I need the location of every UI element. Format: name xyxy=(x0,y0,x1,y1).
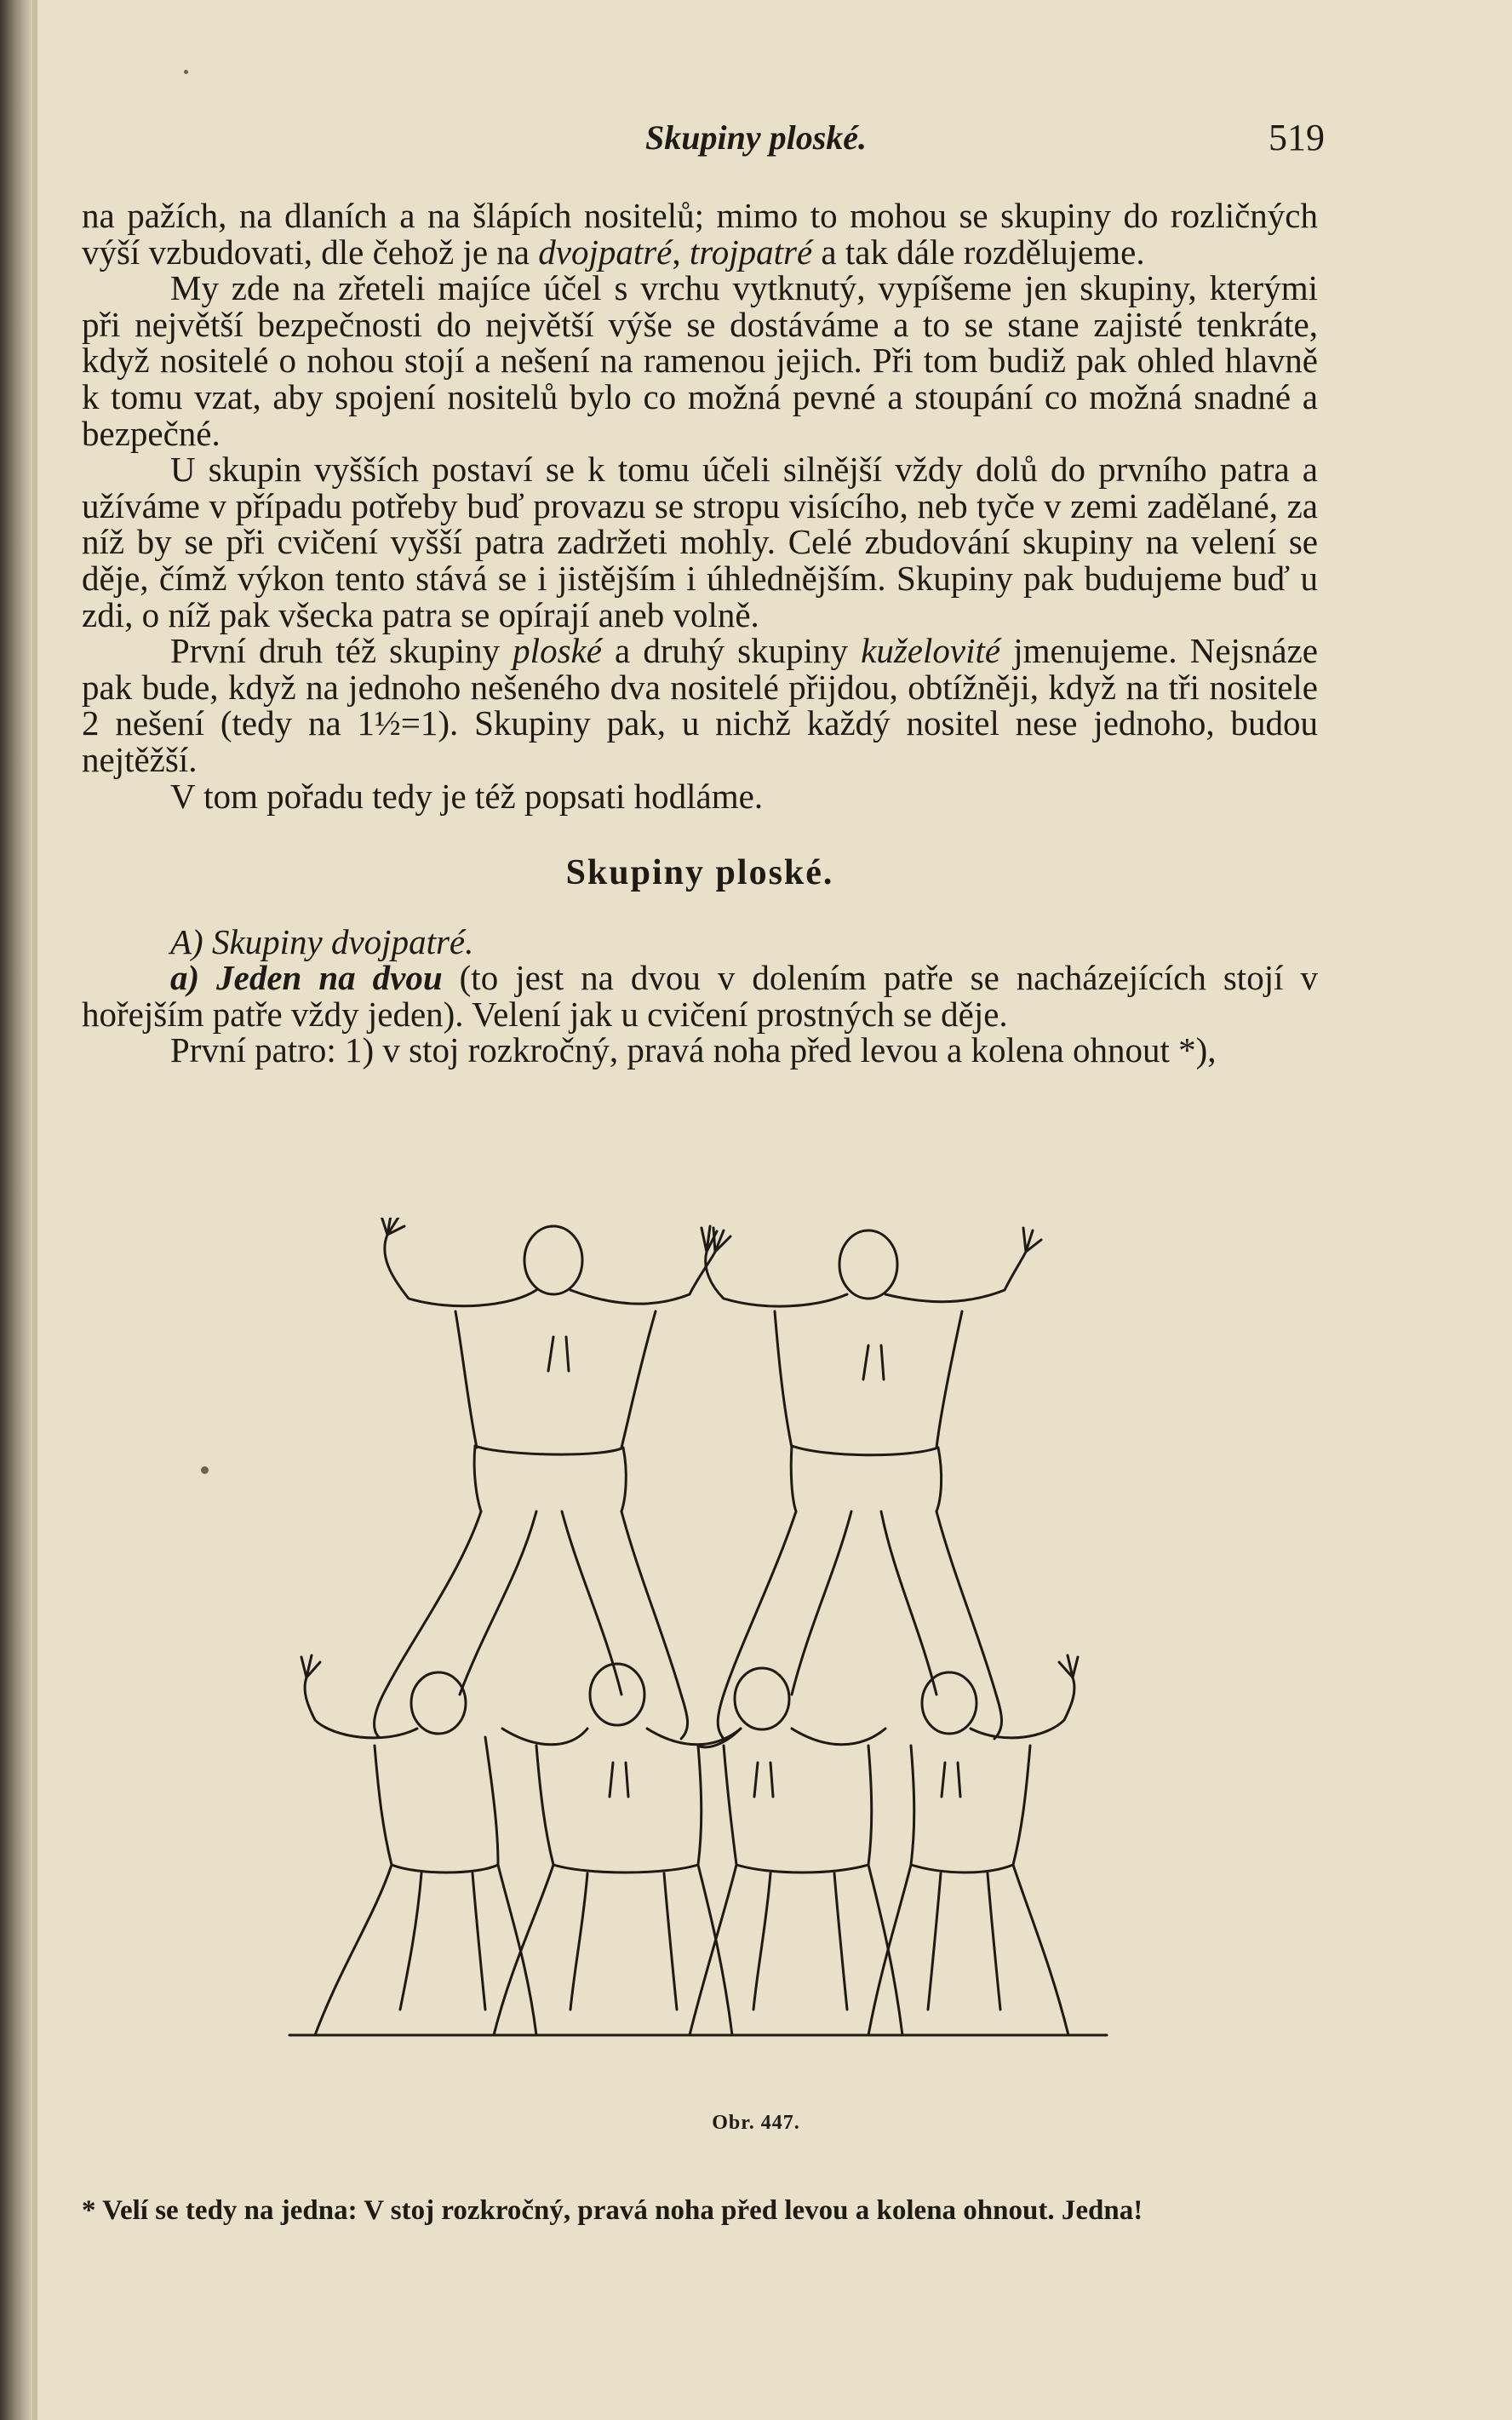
subsection-a-label: a) Jeden na dvou xyxy=(170,958,443,998)
page-number: 519 xyxy=(1269,117,1325,158)
text-run: V tom pořadu tedy je též popsati hodláme. xyxy=(170,776,764,816)
running-title: Skupiny ploské. xyxy=(644,118,868,157)
text-run: na pažích, na dlaních a na šlápích nositelů; mimo to mohou se skupiny do rozličných výší vzbudovati, dle čehož je na xyxy=(82,196,1318,272)
italic-term: dvojpatré xyxy=(538,232,673,272)
top-figure-right xyxy=(702,1226,1041,1739)
body-paragraph xyxy=(82,778,1318,815)
text-run: My zde na zřeteli majíce účel s vrchu vytknutý, vypíšeme jen skupiny, kterými při největší bezpečnosti do největší výše se dostáváme a to se stane zajisté tenkráte, když nositelé o nohou stojí a nešení na ramenou jejich. Při tom budiž pak ohled hlavně k tomu vzat, aby spojení nositelů bylo co možná pevné a stoupání co možná snadné a bezpečné. xyxy=(82,268,1318,453)
italic-term: kuželovité xyxy=(861,631,1001,671)
first-floor-line: První patro: 1) v stoj rozkročný, pravá noha před levou a kolena ohnout *), xyxy=(170,1030,1217,1070)
text-run: jmenujeme. Nejsnáze pak bude, když na jednoho nešeného dva nositelé přijdou, obtížněji, když na tři nositele 2 nešení (tedy na 1½=1). Skupiny pak, u nichž každý nositel nese jednoho, budou nejtěžší. xyxy=(82,631,1318,779)
footnote: * Velí se tedy na jedna: V stoj rozkročný, pravá noha před levou a kolena ohnout. Jedna! xyxy=(82,2195,1143,2226)
text-run: První druh též skupiny xyxy=(170,631,513,671)
text-run: a druhý skupiny xyxy=(601,631,862,671)
top-figure-left xyxy=(375,1218,730,1739)
figure-caption: Obr. 447. xyxy=(712,2112,800,2134)
section-heading: Skupiny ploské. xyxy=(565,853,834,893)
subsection-a-text: (to jest na dvou v dolením patře se nacházejících stojí v hořejším patře vždy jeden). Velení jak u cvičení prostných se děje. xyxy=(82,958,1318,1034)
body-paragraph xyxy=(82,198,1318,270)
subsection-a-paragraph xyxy=(82,960,1318,1032)
italic-term: ploské xyxy=(513,631,602,671)
paragraph-list xyxy=(82,198,1318,814)
body-paragraph xyxy=(82,451,1318,633)
paper-speck xyxy=(184,70,188,74)
text-run: U skupin vyšších postaví se k tomu účeli silnější vždy dolů do prvního patra a užíváme v případu potřeby buď provazu se stropu visícího, neb tyče v zemi zadělané, za níž by se při cvičení vyšší patra zadržeti mohly. Celé zbudování skupiny na velení se děje, čímž výkon tento stává se i jistějším i úhlednějším. Skupiny pak budujeme buď u zdi, o níž pak všecka patra se opírají aneb volně. xyxy=(82,450,1318,634)
paper-speck xyxy=(201,1466,209,1474)
bottom-figure-3 xyxy=(690,1668,902,2035)
bottom-figure-1 xyxy=(301,1655,536,2035)
gymnastics-pyramid-illustration xyxy=(281,1218,1115,2069)
bottom-figure-4 xyxy=(868,1655,1078,2035)
text-run: a tak dále rozdělujeme. xyxy=(812,232,1145,272)
body-text xyxy=(82,198,1318,1069)
body-paragraph xyxy=(82,270,1318,451)
italic-term: trojpatré xyxy=(689,232,813,272)
body-paragraph xyxy=(82,633,1318,777)
text-run: , xyxy=(672,232,690,272)
subsection-heading: A) Skupiny dvojpatré. xyxy=(170,921,474,961)
